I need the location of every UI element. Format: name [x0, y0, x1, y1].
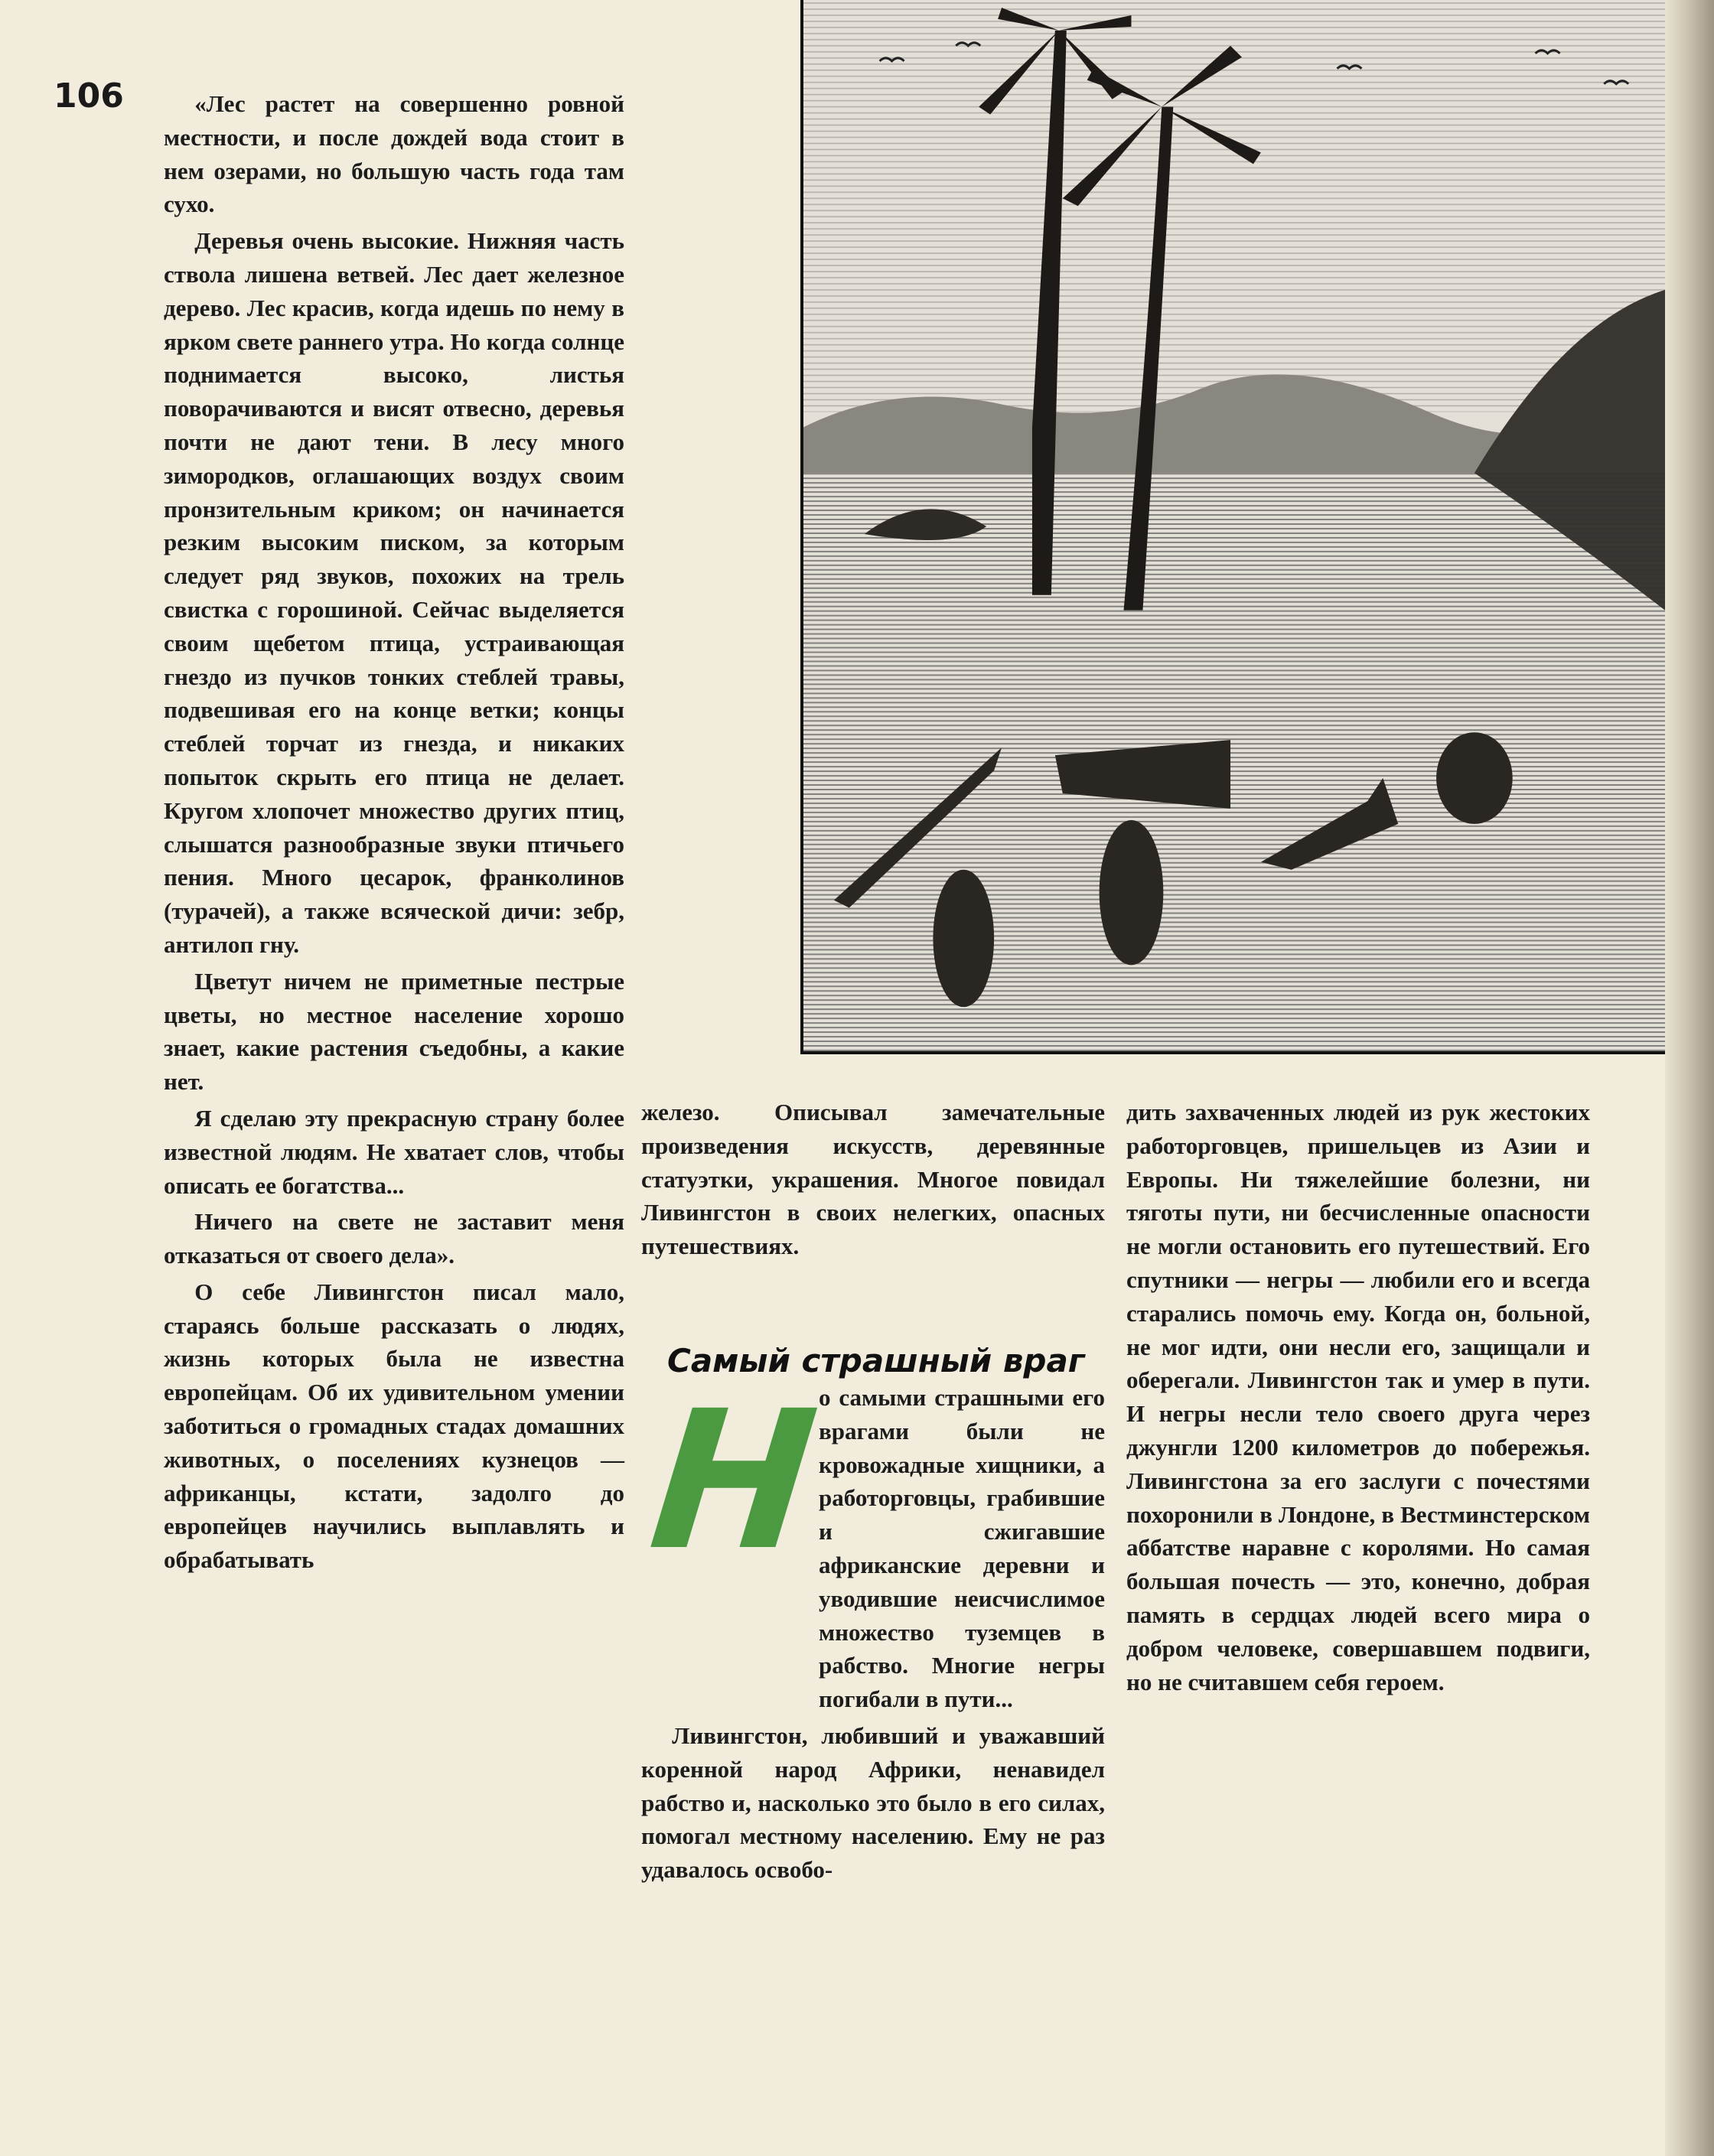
paragraph: Цветут ничем не приметные пестрые цветы, но местное население хорошо знает, какие растения съедобны, а какие нет.	[164, 967, 624, 1096]
paragraph: Деревья очень высокие. Нижняя часть ствола лишена ветвей. Лес дает железное дерево. Лес красив, когда идешь по нему в ярком свете раннего утра. Но когда солнце поднимается высоко, листья поворачиваются и висят отвесно, деревья почти не дают тени. В лесу много зимородков, оглашающих воздух своим пронзительным криком; он начинается резким высоким писком, за которым следует ряд звуков, похожих на трель свистка с горошиной. Сейчас выделяется своим щебетом птица, устраивающая гнездо из пучков тонких стеблей травы, подвешивая его на конце ветки; концы стеблей торчат из гнезда, и никаких попыток скрыть его птица не делает. Кругом хлопочет множество других птиц, слышатся разнообразные звуки птичьего пения. Много цесарок, франколинов (турачей), а также всяческой дичи: зебр, антилоп гну.	[164, 227, 624, 958]
flooded-forest-engraving	[803, 0, 1665, 1051]
paragraph: железо. Описывал замечательные произведения искусств, деревянные статуэтки, украшения. Многое повидал Ливингстон в своих нелегких, опасных путешествиях.	[641, 1099, 1105, 1260]
text-column-1	[164, 87, 624, 1580]
engraving-illustration	[800, 0, 1665, 1054]
paragraph: дить захваченных людей из рук жестоких работорговцев, пришельцев из Азии и Европы. Ни тяжелейшие болезни, ни тяготы пути, ни бесчисленные опасности не могли остановить его путешествий. Его спутники — негры — любили его и всегда старались помочь ему. Когда он, больной, не мог идти, они несли его, защищали и оберегали. Ливингстон так и умер в пути. И негры несли тело своего друга через джунгли 1200 километров до побережья. Ливингстона за его заслуги с почестями похоронили в Лондоне, в Вестминстерском аббатстве наравне с королями. Но самая большая почесть — это, конечно, добрая память в сердцах людей всего мира о добром человеке, совершавшем подвиги, но не считавшем себя героем.	[1126, 1099, 1590, 1695]
drop-cap: Н	[641, 1369, 826, 1592]
paragraph: «Лес растет на совершенно ровной местности, и после дождей вода стоит в нем озерами, но большую часть года там сухо.	[164, 90, 624, 218]
drop-cap-paragraph-text: о самыми страшными его врагами были не кровожадные хищники, а работорговцы, грабившие и сжигавшие африканские деревни и уводившие неисчислимое множество туземцев в рабство. Многие негры погибали в пути...	[819, 1383, 1105, 1713]
section-heading: Самый страшный враг	[667, 1342, 1085, 1379]
text-column-3	[1126, 1096, 1590, 1702]
paragraph: Ничего на свете не заставит меня отказаться от своего дела».	[164, 1208, 624, 1269]
paragraph: О себе Ливингстон писал мало, стараясь больше рассказать о людях, жизнь которых была не известна европейцам. Об их удивительном умении заботиться о громадных стадах домашних животных, о поселениях кузнецов — африканцы, кстати, задолго до европейцев научились выплавлять и обрабатывать	[164, 1278, 624, 1574]
paragraph: Ливингстон, любивший и уважавший коренной народ Африки, ненавидел рабство и, насколько это было в его силах, помогал местному населению. Ему не раз удавалось освобо-	[641, 1721, 1105, 1884]
paragraph: Я сделаю эту прекрасную страну более известной людям. Не хватает слов, чтобы описать ее богатства...	[164, 1104, 624, 1199]
page-number: 106	[54, 77, 124, 116]
book-spine-edge	[1665, 0, 1714, 2156]
